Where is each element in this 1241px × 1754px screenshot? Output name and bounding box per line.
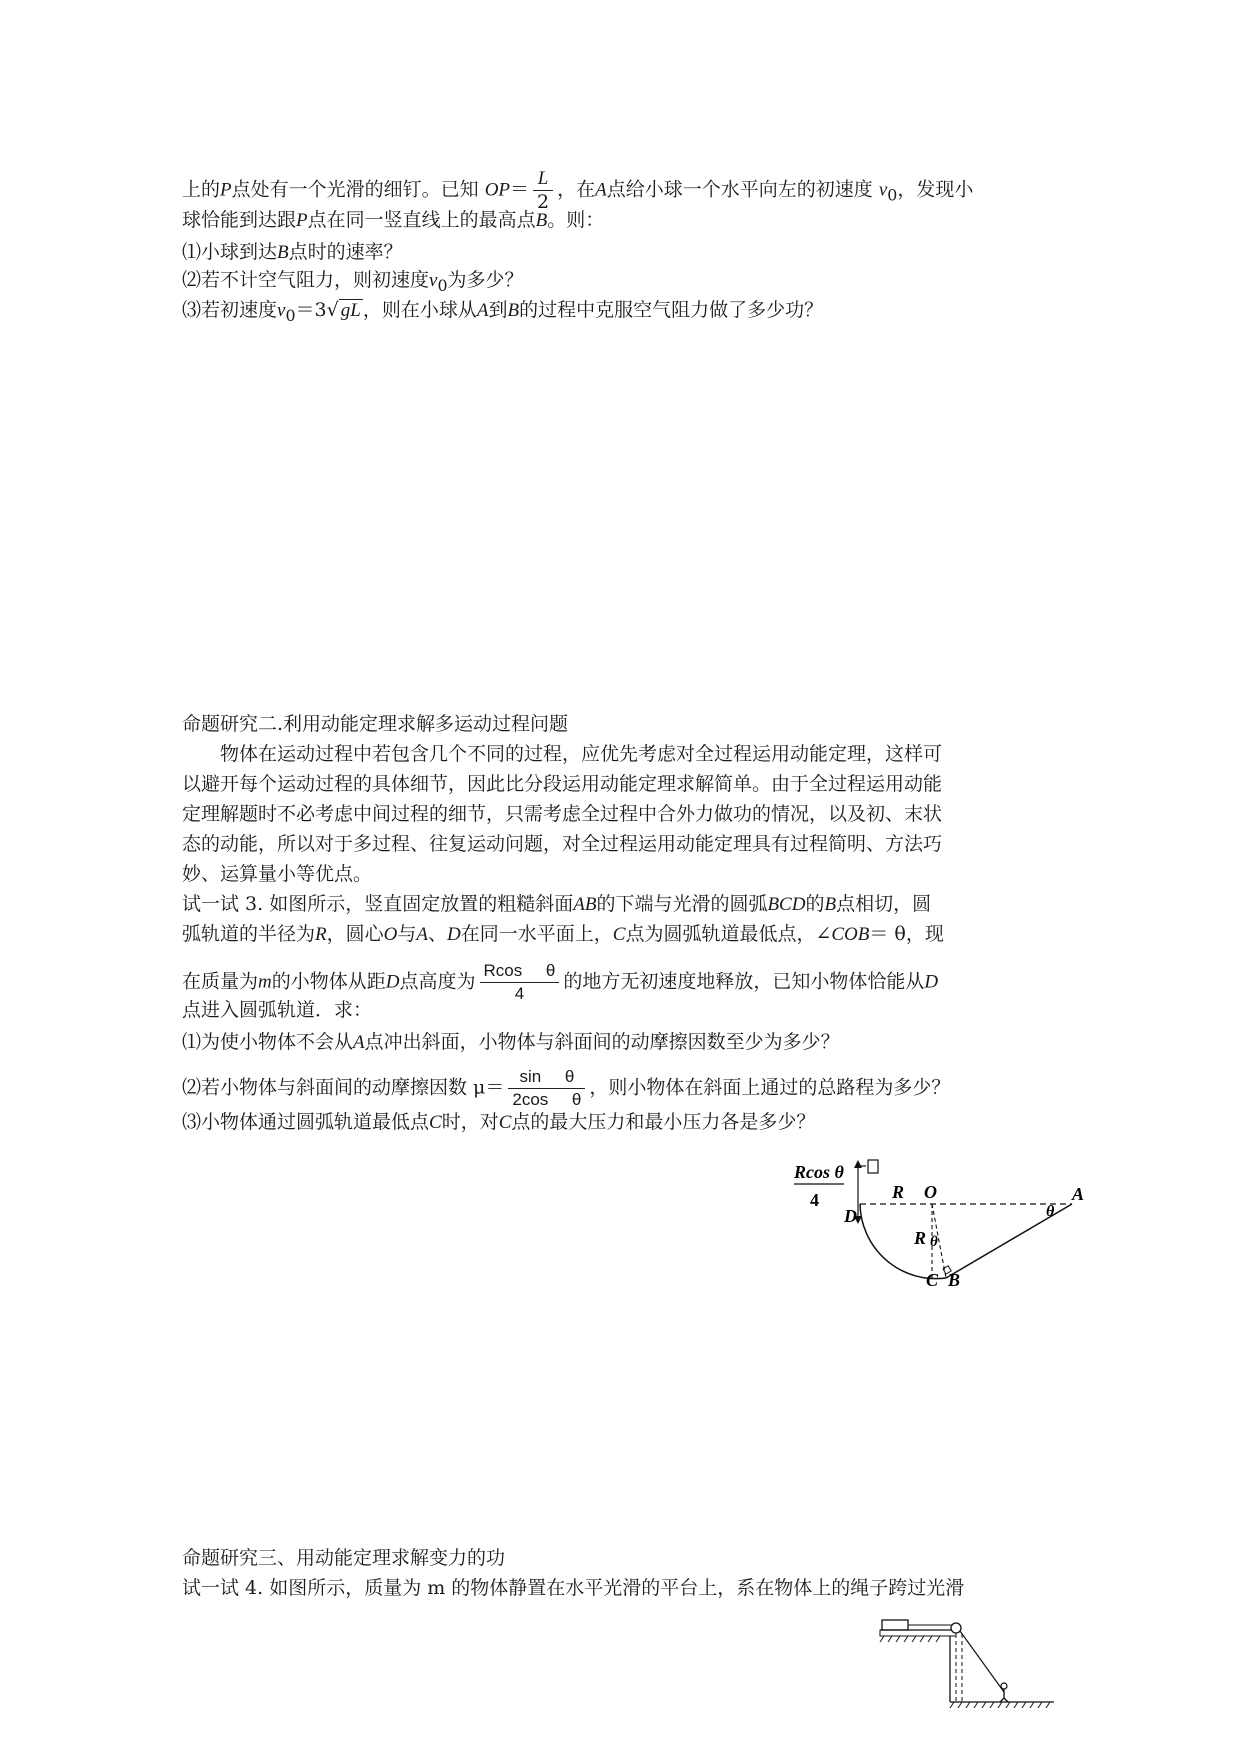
- fig-label-d: D: [844, 1206, 857, 1226]
- q2-sub-1: ⑴小球到达B点时的速率？: [182, 241, 403, 263]
- fig-label-theta-o: θ: [930, 1234, 938, 1250]
- fig2-platform-hatch: [880, 1636, 940, 1642]
- fig-arrow-head-top: [854, 1160, 862, 1168]
- q3-line-1: 试一试 3. 如图所示，竖直固定放置的粗糙斜面AB的下端与光滑的圆弧BCD的B点相切，圆: [182, 893, 932, 915]
- fig2-rope-slant: [960, 1631, 1004, 1692]
- fig-label-r-top: R: [892, 1182, 905, 1202]
- sqrt-gl: √ gL: [326, 299, 361, 321]
- q2-line-2: 球恰能到达跟P点在同一竖直线上的最高点B。则：: [182, 209, 605, 231]
- q3-sub-2: ⑵若小物体与斜面间的动摩擦因数 μ＝ $\frac{\text{sin θ}}{\text{2cos θ}}$ ，则小物体在斜面上通过的总路程为多少？: [182, 1067, 951, 1109]
- fig-label-o: O: [924, 1182, 937, 1202]
- q2-line-1: 上的P点处有一个光滑的细钉。已知 OP＝ $\frac{L}{2}$ ，在A点给小球一个水平向左的初速度 $v_0$，发现小: [182, 168, 974, 213]
- fig-block: [868, 1160, 878, 1173]
- fig2-ground-hatch: [950, 1702, 1050, 1708]
- fig2-person-head: [1001, 1683, 1007, 1689]
- q3-line-2: 弧轨道的半径为R，圆心O与A、D在同一水平面上，C点为圆弧轨道最低点，∠COB＝ θ，现: [182, 923, 944, 945]
- section-2-para-line-5: 妙、运算量小等优点。: [182, 863, 373, 885]
- section-2-para-line-2: 以避开每个运动过程的具体细节，因此比分段运用动能定理求解简单。由于全过程运用动能: [182, 773, 943, 795]
- q3-sub-3: ⑶小物体通过圆弧轨道最低点C时，对C点的最大压力和最小压力各是多少？: [182, 1111, 816, 1133]
- section-2-title: 命题研究二.利用动能定理求解多运动过程问题: [182, 713, 569, 735]
- fig-label-theta-a: θ: [1046, 1203, 1055, 1220]
- q4-line-1: 试一试 4. 如图所示，质量为 m 的物体静置在水平光滑的平台上，系在物体上的绳子跨过光滑: [182, 1577, 965, 1599]
- fig2-platform-body: [880, 1630, 956, 1636]
- q2-sub-3: ⑶若初速度$v_0=3√$ gL ，则在小球从A到B的过程中克服空气阻力做了多少功？: [182, 299, 824, 325]
- figure-arc-incline: [780, 1150, 1100, 1290]
- q3-sub-1: ⑴为使小物体不会从A点冲出斜面，小物体与斜面间的动摩擦因数至少为多少？: [182, 1031, 840, 1053]
- fraction-sin-over-2cos: $\frac{\text{sin θ}}{\text{2cos θ}}$: [508, 1066, 585, 1111]
- section-2-para-line-3: 定理解题时不必考虑中间过程的细节，只需考虑全过程中合外力做功的情况，以及初、末状: [182, 803, 943, 825]
- fig-label-b: B: [948, 1270, 961, 1290]
- q3-line-3: 在质量为m的小物体从距D点高度为 $\frac{\text{Rcos θ}}{4}$ 的地方无初速度地释放，已知小物体恰能从D: [182, 961, 939, 1003]
- fig-label-a: A: [1072, 1184, 1085, 1204]
- q2-sub-2: ⑵若不计空气阻力，则初速度$v_0$为多少？: [182, 269, 524, 295]
- fraction-l-over-2: $\frac{L}{2}$: [533, 168, 553, 213]
- section-2-para-line-4: 态的动能，所以对于多过程、往复运动问题，对全过程运用动能定理具有过程简明、方法巧: [182, 833, 943, 855]
- fig2-block: [882, 1620, 908, 1630]
- fig-label-r-mid: R: [914, 1228, 927, 1248]
- fig-label-c: C: [926, 1270, 939, 1290]
- q3-line-4: 点进入圆弧轨道．求：: [182, 999, 373, 1021]
- section-3-title: 命题研究三、用动能定理求解变力的功: [182, 1547, 506, 1569]
- section-2-para-line-1: 物体在运动过程中若包含几个不同的过程，应优先考虑对全过程运用动能定理，这样可: [220, 743, 943, 765]
- fig2-pulley: [951, 1623, 961, 1633]
- fig-height-num: Rcos θ: [794, 1162, 844, 1182]
- fig-height-den: 4: [810, 1190, 819, 1210]
- fraction-rcos-over-4: $\frac{\text{Rcos θ}}{4}$: [480, 960, 560, 1005]
- figure-platform-pulley: [870, 1612, 1070, 1712]
